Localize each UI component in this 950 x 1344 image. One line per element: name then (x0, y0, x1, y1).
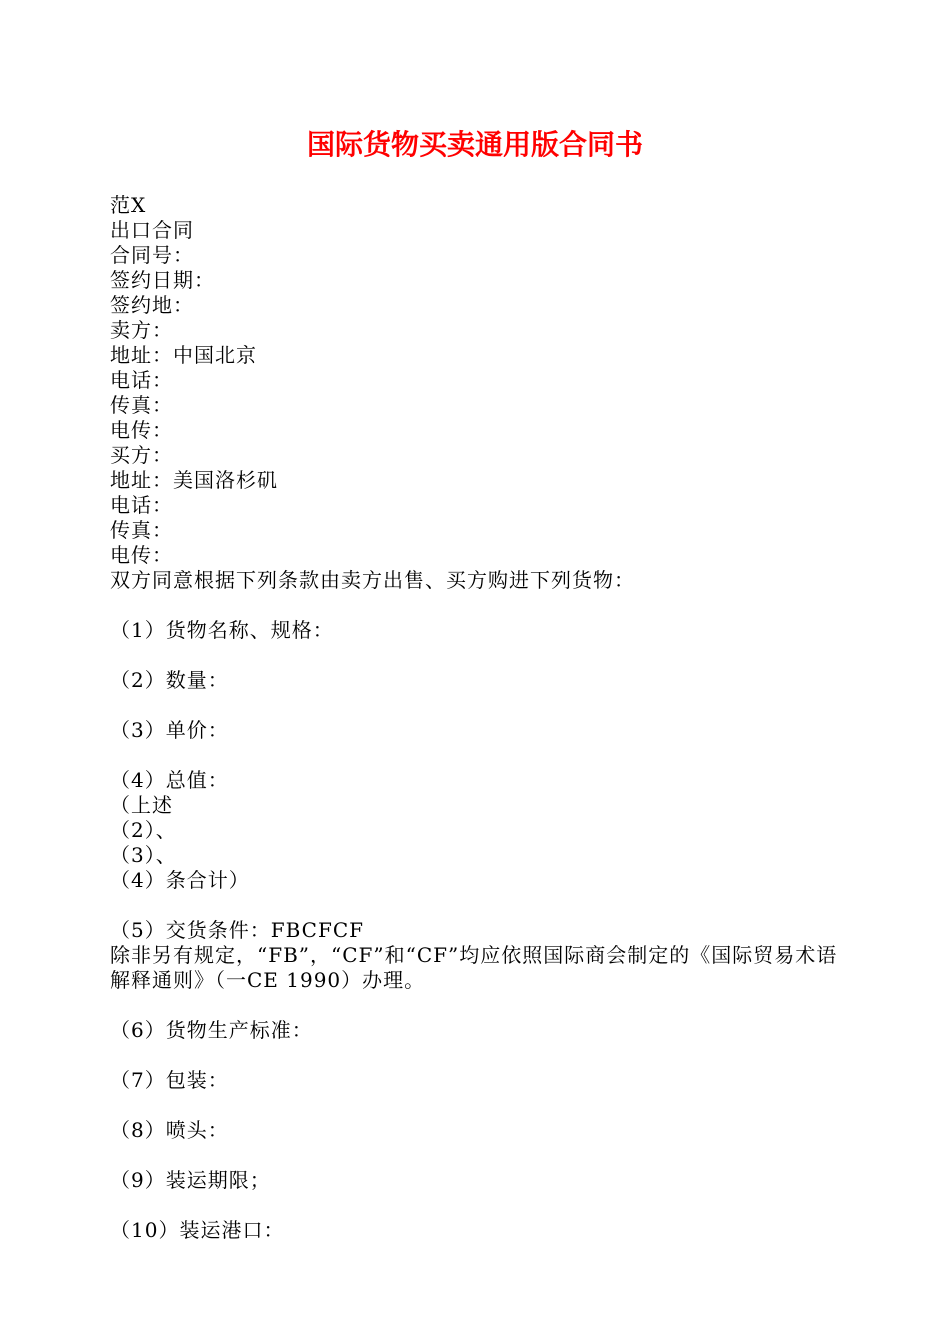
text-line: 地址：中国北京 (110, 343, 257, 367)
blank-line (110, 1143, 845, 1168)
text-line: 电话： (110, 368, 173, 392)
text-paragraph: 除非另有规定，“FB”，“CF”和“CF”均应依照国际商会制定的《国际贸易术语解释通则》（一CE 1990）办理。 (110, 943, 838, 992)
text-line: （5）交货条件：FBCFCF (110, 918, 365, 942)
text-line: （3）、 (110, 843, 177, 867)
text-line: 买方： (110, 443, 173, 467)
text-line: 电传： (110, 418, 173, 442)
text-line: 签约日期： (110, 268, 215, 292)
blank-line (110, 1193, 845, 1218)
text-line: 电话： (110, 493, 173, 517)
text-line: （9）装运期限； (110, 1168, 271, 1192)
text-line: 范X (110, 193, 147, 217)
document-title: 国际货物买卖通用版合同书 (306, 128, 643, 161)
text-line: 双方同意根据下列条款由卖方出售、买方购进下列货物： (110, 568, 635, 592)
text-line: （3）单价： (110, 718, 229, 742)
blank-line (110, 643, 845, 668)
text-line: （4）总值： (110, 768, 229, 792)
text-line: （上述 (110, 793, 173, 817)
text-line: （8）喷头： (110, 1118, 229, 1142)
text-line: （10）装运港口： (110, 1218, 285, 1242)
text-line: （1）货物名称、规格： (110, 618, 334, 642)
blank-line (110, 693, 845, 718)
text-line: 传真： (110, 393, 173, 417)
text-line: 传真： (110, 518, 173, 542)
blank-line (110, 893, 845, 918)
blank-line (110, 1093, 845, 1118)
blank-line (110, 743, 845, 768)
text-line: 卖方： (110, 318, 173, 342)
text-line: 出口合同 (110, 218, 194, 242)
text-line: 地址：美国洛杉矶 (110, 468, 278, 492)
text-line: 签约地： (110, 293, 194, 317)
text-line: 合同号： (110, 243, 194, 267)
blank-line (110, 993, 845, 1018)
document-body (110, 193, 845, 1243)
text-line: （4）条合计） (110, 868, 250, 892)
blank-line (110, 1043, 845, 1068)
text-line: （2）数量： (110, 668, 229, 692)
text-line: （6）货物生产标准： (110, 1018, 313, 1042)
text-line: 电传： (110, 543, 173, 567)
text-line: （7）包装： (110, 1068, 229, 1092)
blank-line (110, 593, 845, 618)
text-line: （2）、 (110, 818, 177, 842)
